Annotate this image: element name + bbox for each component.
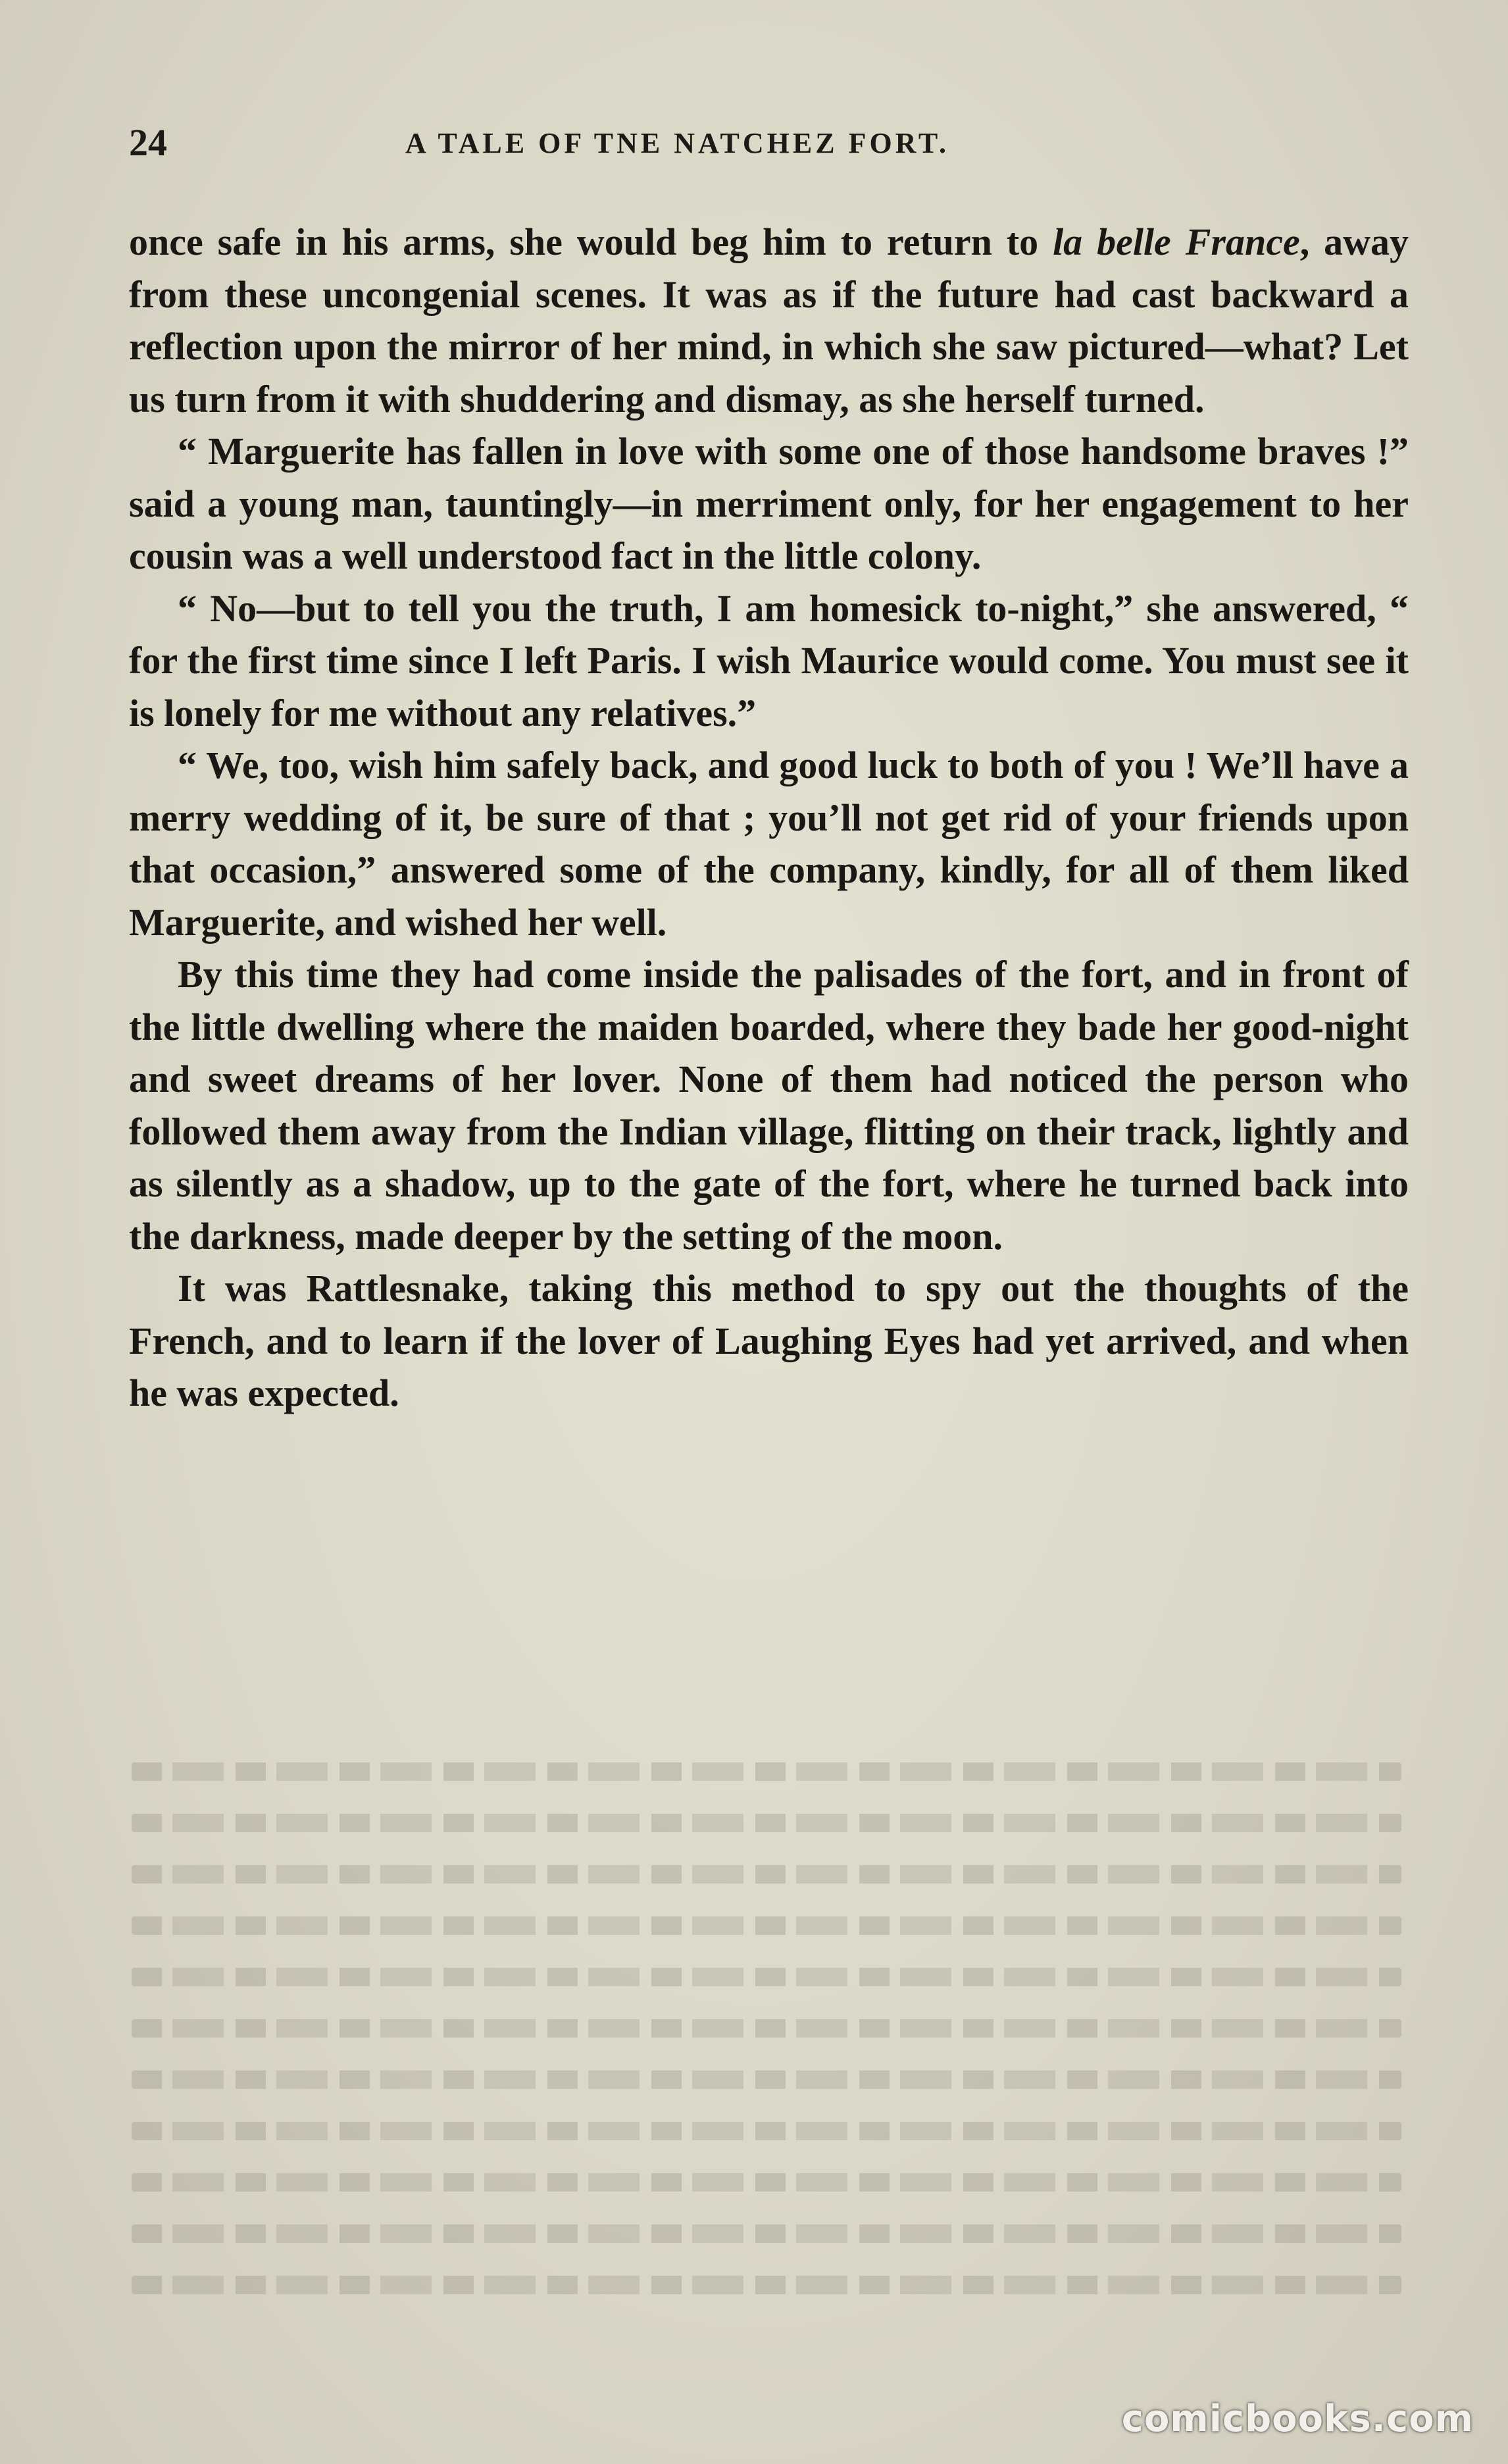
paragraph-text: “ No—but to tell you the truth, I am homesick to-night,” she answered, “ for the first time since I left Paris. I wish Maurice would come. You must see it is lonely for me without any relatives.” bbox=[129, 586, 1409, 734]
paragraph-text: By this time they had come inside the palisades of the fort, and in front of the little dwelling where the maiden boarded, where they bade her good-night and sweet dreams of her lover. None of them had noticed the person who followed them away from the Indian village, flitting on their track, lightly and as silently as a shadow, up to the gate of the fort, where he turned back into the darkness, made deeper by the setting of the moon. bbox=[129, 953, 1409, 1258]
paragraph bbox=[129, 582, 1409, 740]
paragraph-text: once safe in his arms, she would beg him to return to bbox=[129, 220, 1053, 263]
italic-phrase: la belle France bbox=[1053, 220, 1300, 263]
watermark-logo: comicbooks.com bbox=[1121, 2398, 1474, 2440]
page-header bbox=[129, 120, 1405, 166]
paragraph bbox=[129, 948, 1409, 1262]
paragraph-text: It was Rattlesnake, taking this method to spy out the thoughts of the French, and to learn if the lover of Laughing Eyes had yet arrived, and when he was expected. bbox=[129, 1267, 1409, 1414]
running-head: A TALE OF TNE NATCHEZ FORT. bbox=[405, 127, 949, 159]
paragraph-text: , away from these uncongenial scenes. It was as if the future had cast backward a reflection upon the mirror of her mind, in which she saw pictured—what? Let us turn from it with shuddering and dismay, as she herself turned. bbox=[129, 220, 1409, 421]
paragraph-text: “ Marguerite has fallen in love with some one of those handsome braves !” said a young man, tauntingly—in merriment only, for her engagement to her cousin was a well understood fact in the little colony. bbox=[129, 430, 1409, 577]
paragraph bbox=[129, 1262, 1409, 1420]
page-number: 24 bbox=[129, 121, 167, 164]
paragraph bbox=[129, 425, 1409, 582]
paragraph-text: “ We, too, wish him safely back, and good luck to both of you ! We’ll have a merry wedding of it, be sure of that ; you’ll not get rid of your friends upon that occasion,” answered some of the company, kindly, for all of them liked Marguerite, and wished her well. bbox=[129, 744, 1409, 944]
body-text bbox=[129, 216, 1409, 1420]
reverse-page-bleed-through bbox=[132, 1744, 1401, 2336]
paragraph bbox=[129, 739, 1409, 948]
paragraph bbox=[129, 216, 1409, 425]
